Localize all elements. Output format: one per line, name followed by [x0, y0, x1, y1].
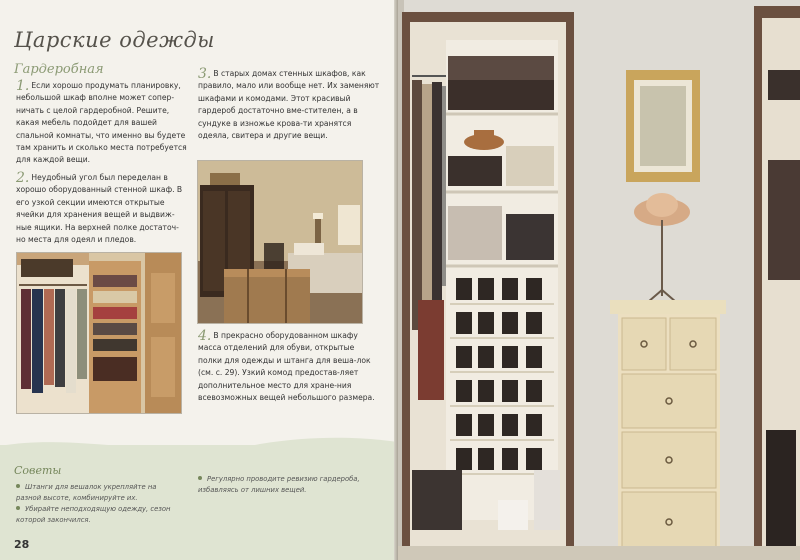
paragraph-2	[16, 172, 188, 246]
paragraph-text: В старых домах стенных шкафов, как правило, мало или вообще нет. Их заменяют шкафами и комодами. Этот красивый гардероб достаточно вме-стителен, а в сундуке в изножье крова-ти хранятся одеяла, свитера и другие вещи.	[198, 69, 380, 141]
paragraph-text: Неудобный угол был переделан в хорошо оборудованный стенной шкаф. В его узкой секции имеются открытые ячейки для хранения вещей и выдвиж-ные ящики. На верхней полке достаточ-но места для одеял и пледов.	[16, 173, 183, 245]
left-page	[0, 0, 398, 560]
paragraph-text: Если хорошо продумать планировку, небольшой шкаф вполне может сопер-ничать с целой гардеробной. Решите, какая мебель подойдет для вашей спальной комнаты, что именно вы будете там хранить и сколько места потребуется для каждой вещи.	[16, 81, 187, 165]
bullet-icon	[16, 506, 20, 510]
paragraph-4	[198, 330, 378, 404]
page-title: Царские одежды	[14, 28, 215, 52]
paragraph-1	[16, 80, 188, 167]
tips-title: Советы	[14, 464, 62, 477]
photo-walk-in-closet	[398, 0, 800, 560]
paragraph-number: 3.	[198, 66, 212, 82]
tip-item: Убирайте неподходящую одежду, сезон которой закончился.	[16, 505, 171, 524]
section-subtitle: Гардеробная	[14, 62, 104, 77]
page-number: 28	[14, 538, 30, 551]
paragraph-3	[198, 68, 382, 142]
paragraph-text: В прекрасно оборудованном шкафу масса отделений для обуви, открытые полки для одежды и штанга для веша-лок (см. с. 29). Узкий комод предостав-ляет дополнительное место для хране-ния всевозможных вещей небольшого размера.	[198, 331, 375, 403]
paragraph-number: 2.	[16, 170, 30, 186]
paragraph-number: 1.	[16, 78, 30, 94]
photo-corner-closet	[16, 252, 182, 414]
tip-item: Регулярно проводите ревизию гардероба, избавляясь от лишних вещей.	[198, 475, 360, 494]
paragraph-number: 4.	[198, 328, 212, 344]
bullet-icon	[198, 476, 202, 480]
tip-item: Штанги для вешалок укрепляйте на разной высоте, комбинируйте их.	[16, 483, 157, 502]
bullet-icon	[16, 484, 20, 488]
tips-wave-decoration	[0, 432, 398, 462]
photo-bedroom-wardrobe	[197, 160, 363, 324]
